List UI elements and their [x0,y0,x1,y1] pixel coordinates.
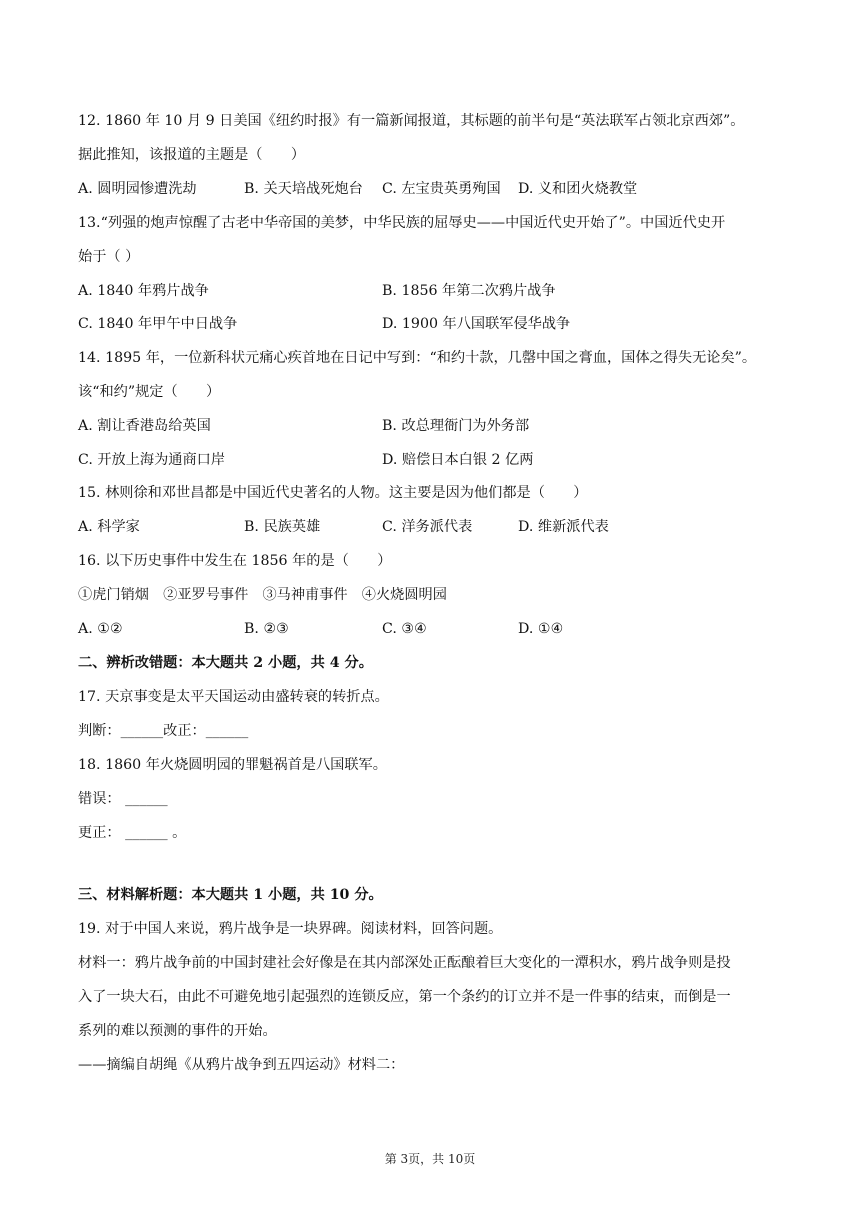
q12-option-d: D. 义和团火烧教堂 [518,181,638,197]
page-footer: 第 3页，共 10页 [384,1152,476,1166]
q13-option-a: A. 1840 年鸦片战争 [78,283,209,299]
q14-option-d: D. 赔偿日本白银 2 亿两 [382,452,534,468]
q12-stem-line2: 据此推知，该报道的主题是（ ） [78,147,306,163]
q16-option-d: D. ①④ [518,621,564,637]
q19-material1-line3: 系列的难以预测的事件的开始。 [78,1023,277,1039]
q12-option-c: C. 左宝贵英勇殉国 [382,181,501,197]
section3-heading: 三、材料解析题：本大题共 1 小题，共 10 分。 [78,887,383,903]
q17-answer-blanks: 判断：______改正：______ [78,723,249,739]
q13-option-c: C. 1840 年甲午中日战争 [78,316,238,332]
q16-option-b: B. ②③ [244,621,289,637]
q18-wrong-blank: 错误： ______ [78,791,168,807]
q14-stem-line1: 14. 1895 年，一位新科状元痛心疾首地在日记中写到：“和约十款，几罄中国之膏血，国体之得失无论矣”。 [78,350,757,366]
q12-stem-line1: 12. 1860 年 10 月 9 日美国《纽约时报》有一篇新闻报道，其标题的前半句是“英法联军占领北京西郊”。 [78,113,745,129]
q16-stem: 16. 以下历史事件中发生在 1856 年的是（ ） [78,553,392,569]
q15-stem: 15. 林则徐和邓世昌都是中国近代史著名的人物。这主要是因为他们都是（ ） [78,485,588,501]
q14-option-b: B. 改总理衙门为外务部 [382,418,530,434]
q14-option-c: C. 开放上海为通商口岸 [78,452,226,468]
q16-events: ①虎门销烟 ②亚罗号事件 ③马神甫事件 ④火烧圆明园 [78,587,447,603]
q13-option-d: D. 1900 年八国联军侵华战争 [382,316,571,332]
q19-stem: 19. 对于中国人来说，鸦片战争是一块界碑。阅读材料，回答问题。 [78,921,503,937]
q15-option-d: D. 维新派代表 [518,519,609,535]
q15-option-b: B. 民族英雄 [244,519,321,535]
q15-option-a: A. 科学家 [78,519,140,535]
q13-option-b: B. 1856 年第二次鸦片战争 [382,283,556,299]
q19-source: ——摘编自胡绳《从鸦片战争到五四运动》材料二： [78,1057,405,1073]
q17-stem: 17. 天京事变是太平天国运动由盛转衰的转折点。 [78,689,389,705]
q19-material1-line2: 入了一块大石，由此不可避免地引起强烈的连锁反应，第一个条约的订立并不是一件事的结束，而倒是一 [78,989,731,1005]
section2-heading: 二、辨析改错题：本大题共 2 小题，共 4 分。 [78,655,373,671]
q16-option-a: A. ①② [78,621,123,637]
q13-stem-line1: 13.“列强的炮声惊醒了古老中华帝国的美梦，中华民族的屈辱史——中国近代史开始了”。中国近代史开 [78,215,726,231]
q16-option-c: C. ③④ [382,621,427,637]
q18-stem: 18. 1860 年火烧圆明园的罪魁祸首是八国联军。 [78,757,387,773]
q12-option-b: B. 关天培战死炮台 [244,181,363,197]
q12-option-a: A. 圆明园惨遭洗劫 [78,181,197,197]
q18-fix-blank: 更正： ______ 。 [78,825,187,841]
q15-option-c: C. 洋务派代表 [382,519,473,535]
q13-stem-line2: 始于（ ） [78,249,140,265]
q14-stem-line2: 该“和约”规定（ ） [78,384,221,400]
q19-material1-line1: 材料一：鸦片战争前的中国封建社会好像是在其内部深处正酝酿着巨大变化的一潭积水，鸦片战争则是投 [78,955,731,971]
q14-option-a: A. 割让香港岛给英国 [78,418,211,434]
